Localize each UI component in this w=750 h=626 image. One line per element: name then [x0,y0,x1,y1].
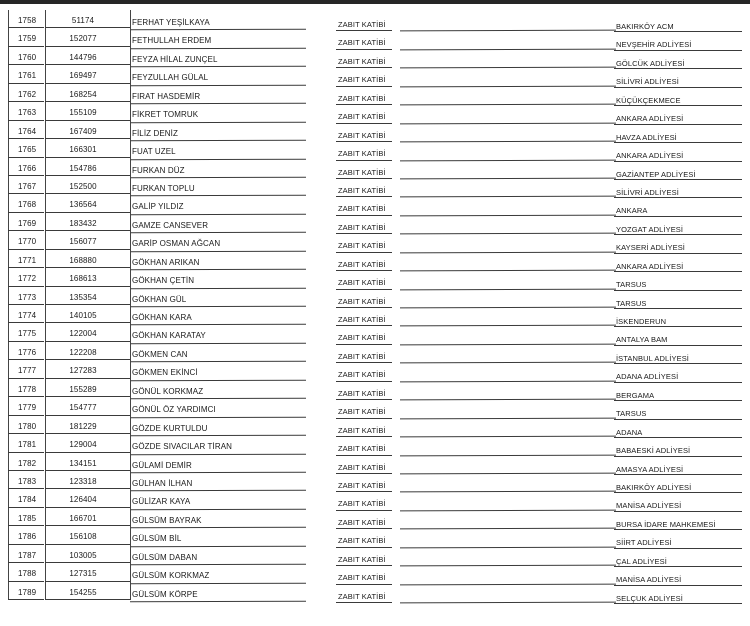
job-title: ZABIT KATİBİ [338,259,386,269]
job-title: ZABIT KATİBİ [338,222,386,232]
assigned-court: ANKARA ADLİYESİ [616,151,684,161]
person-name: GÖNÜL KORKMAZ [132,386,204,396]
column-divider [130,213,131,231]
registry-number: 166701 [69,513,97,523]
column-divider [130,194,131,212]
column-divider [45,379,46,397]
row-number: 1772 [18,274,37,284]
assigned-court: AMASYA ADLİYESİ [616,464,684,474]
column-divider [130,268,131,286]
row-number: 1762 [18,89,37,99]
column-divider [45,323,46,341]
job-title: ZABIT KATİBİ [338,75,386,85]
row-number: 1764 [18,126,37,136]
person-name: GÖKMEN CAN [132,349,188,359]
job-title: ZABIT KATİBİ [338,480,386,490]
column-divider [130,526,131,544]
column-divider [8,379,9,397]
row-number: 1786 [18,532,37,542]
column-divider [130,102,131,120]
person-name: FURKAN DÜZ [132,165,185,175]
column-divider [8,10,9,28]
column-divider [130,287,131,305]
column-divider [130,545,131,563]
assigned-court: İSTANBUL ADLİYESİ [616,353,689,363]
registry-number: 127315 [69,569,97,579]
person-name: GALİP YILDIZ [132,202,184,212]
column-divider [8,453,9,471]
column-divider [130,47,131,65]
assigned-court: SİLİVRİ ADLİYESİ [616,77,679,87]
column-divider [130,250,131,268]
column-divider [45,545,46,563]
job-title: ZABIT KATİBİ [338,351,386,361]
person-name: GÜLSÜM BAYRAK [132,515,202,525]
registry-number: 155289 [69,384,97,394]
column-divider [130,379,131,397]
person-name: FURKAN TOPLU [132,183,195,193]
person-name: GÖKHAN GÜL [132,294,187,304]
table-row [8,434,742,456]
table-row [8,47,742,68]
assigned-court: BERGAMA [616,390,655,400]
assigned-court: GAZİANTEP ADLİYESİ [616,169,696,179]
row-number: 1776 [18,347,37,357]
column-divider [130,28,131,46]
job-title: ZABIT KATİBİ [338,38,386,48]
table-row [8,453,742,474]
table-row [8,194,742,216]
person-name: GÜLAMİ DEMİR [132,460,192,470]
job-title: ZABIT KATİBİ [338,149,386,159]
table-row [8,360,742,382]
column-divider [130,342,131,360]
person-name: GARİP OSMAN AĞCAN [132,239,221,249]
job-title: ZABIT KATİBİ [338,93,386,103]
person-name: GÖZDE KURTULDU [132,423,208,433]
column-divider [45,305,46,323]
column-divider [8,102,9,120]
column-divider [45,360,46,378]
column-divider [8,545,9,563]
job-title: ZABIT KATİBİ [338,388,386,398]
assigned-court: BURSA İDARE MAHKEMESİ [616,519,716,529]
job-title: ZABIT KATİBİ [338,296,386,306]
registry-number: 183432 [69,218,97,228]
registry-number: 168254 [69,89,97,99]
table-row [8,28,742,50]
assigned-court: ANKARA ADLİYESİ [616,261,684,271]
row-number: 1783 [18,476,37,486]
person-name: GÜLHAN İLHAN [132,478,193,488]
table-row [8,121,742,142]
table-row [8,323,742,345]
registry-number: 135354 [69,292,97,302]
job-title: ZABIT KATİBİ [338,112,386,122]
table-row [8,268,742,290]
top-border [0,0,750,4]
person-name: GÜLİZAR KAYA [132,497,191,507]
column-divider [130,416,131,434]
column-divider [130,231,131,249]
person-name: GÖKMEN EKİNCİ [132,368,198,378]
column-divider [8,471,9,489]
assigned-court: BAKIRKÖY ACM [616,22,674,31]
row-number: 1765 [18,145,37,155]
column-divider [130,323,131,341]
person-name: GÖKHAN KARATAY [132,331,206,341]
row-number: 1778 [18,384,37,394]
table-row [8,582,742,603]
registry-number: 155109 [69,108,97,118]
row-number: 1779 [18,403,37,413]
row-number: 1770 [18,237,37,247]
person-name: FEYZA HİLAL ZUNÇEL [132,54,218,64]
person-name: FIRAT HASDEMİR [132,91,201,101]
registry-number: 122208 [69,347,97,357]
column-divider [45,102,46,120]
column-divider [8,416,9,434]
assigned-court: ANKARA [616,206,648,216]
column-divider [130,65,131,83]
assigned-court: İSKENDERUN [616,317,667,326]
person-name: GÜLSÜM DABAN [132,552,198,562]
registry-number: 126404 [69,495,97,505]
row-rule [8,599,44,600]
registry-number: 168880 [69,255,97,265]
table-row [8,545,742,566]
job-title: ZABIT KATİBİ [338,370,386,380]
column-divider [45,139,46,157]
person-name: FETHULLAH ERDEM [132,36,212,46]
column-divider [8,582,9,600]
column-divider [8,268,9,286]
column-divider [45,563,46,581]
job-title: ZABIT KATİBİ [338,554,386,564]
row-number: 1763 [18,108,37,118]
table-row [8,489,742,511]
row-number: 1769 [18,218,37,228]
assigned-court: TARSUS [616,280,647,290]
job-title: ZABIT KATİBİ [338,315,386,324]
column-divider [8,28,9,46]
row-rule [336,602,392,603]
table-row [8,379,742,400]
row-rule [130,601,306,602]
column-divider [45,397,46,415]
column-divider [130,121,131,139]
column-divider [130,508,131,526]
person-name: GÖKHAN ÇETİN [132,276,195,286]
column-divider [130,397,131,415]
person-name: FERHAT YEŞİLKAYA [132,18,210,27]
row-number: 1780 [18,421,37,431]
row-number: 1789 [18,587,37,597]
column-divider [130,471,131,489]
person-name: FİKRET TOMRUK [132,110,199,120]
column-divider [130,360,131,378]
registry-number: 136564 [69,200,97,210]
assigned-court: MANİSA ADLİYESİ [616,575,682,585]
row-number: 1771 [18,255,37,265]
row-number: 1777 [18,366,37,376]
person-name: GÖKHAN ARIKAN [132,257,200,267]
row-rule [45,599,130,600]
column-divider [130,582,131,600]
job-title: ZABIT KATİBİ [338,499,386,509]
column-divider [45,158,46,176]
table-row [8,176,742,197]
person-name: GAMZE CANSEVER [132,220,209,230]
assigned-court: HAVZA ADLİYESİ [616,132,677,142]
assigned-court: MANİSA ADLİYESİ [616,501,682,511]
table-row [8,250,742,271]
registry-number: 103005 [69,550,97,560]
column-divider [8,342,9,360]
table-row [8,563,742,585]
table-row [8,84,742,105]
column-divider [45,453,46,471]
job-title: ZABIT KATİBİ [338,536,386,546]
column-divider [130,10,131,28]
person-name: GÜLSÜM KORKMAZ [132,571,210,581]
table-row [8,471,742,492]
column-divider [130,305,131,323]
registry-number: 152077 [69,34,97,44]
column-divider [8,563,9,581]
table-row [8,416,742,437]
job-title: ZABIT KATİBİ [338,20,386,29]
registry-number: 156108 [69,532,97,542]
column-divider [130,563,131,581]
column-divider [45,582,46,600]
registry-number: 181229 [69,421,97,431]
job-title: ZABIT KATİBİ [338,407,386,417]
assigned-court: NEVŞEHİR ADLİYESİ [616,40,692,50]
assigned-court: KÜÇÜKÇEKMECE [616,95,681,105]
table-row [8,213,742,234]
assigned-court: ANKARA ADLİYESİ [616,114,684,124]
assigned-court: SİLİVRİ ADLİYESİ [616,187,679,197]
column-divider [130,489,131,507]
column-divider [8,139,9,157]
registry-number: 168613 [69,274,97,284]
column-divider [130,139,131,157]
column-divider [45,121,46,139]
column-divider [8,526,9,544]
column-divider [45,231,46,249]
table-row [8,287,742,308]
column-divider [8,489,9,507]
registry-number: 154777 [69,403,97,413]
column-divider [45,10,46,28]
table-row [8,139,742,161]
assigned-court: ÇAL ADLİYESİ [616,556,667,566]
person-name: GÜLSÜM KÖRPE [132,589,198,599]
column-divider [8,194,9,212]
job-title: ZABIT KATİBİ [338,185,386,195]
column-divider [45,526,46,544]
row-number: 1785 [18,513,37,523]
person-name: FEYZULLAH GÜLAL [132,73,209,83]
assigned-court: ANTALYA BAM [616,335,668,345]
job-title: ZABIT KATİBİ [338,517,386,527]
assigned-court: TARSUS [616,409,647,419]
column-divider [45,508,46,526]
person-name: FİLİZ DENİZ [132,128,178,138]
registry-number: 169497 [69,71,97,81]
job-title: ZABIT KATİBİ [338,241,386,251]
column-divider [45,342,46,360]
table-row [8,305,742,326]
column-divider [8,176,9,194]
table-row [8,397,742,419]
column-divider [45,65,46,83]
column-divider [45,471,46,489]
table-row [8,65,742,87]
row-rule [614,603,742,604]
column-divider [8,305,9,323]
job-title: ZABIT KATİBİ [338,204,386,214]
column-divider [130,158,131,176]
column-divider [130,176,131,194]
row-number: 1760 [18,52,37,62]
column-divider [8,65,9,83]
table-row [8,231,742,253]
column-divider [8,84,9,102]
registry-number: 127283 [69,366,97,376]
column-divider [8,250,9,268]
column-divider [8,231,9,249]
registry-number: 140105 [69,311,97,320]
column-divider [45,213,46,231]
column-divider [8,397,9,415]
column-divider [45,434,46,452]
table-row [8,526,742,548]
table-row [8,508,742,529]
registry-number: 166301 [69,145,97,155]
assigned-court: YOZGAT ADLİYESİ [616,224,684,234]
job-title: ZABIT KATİBİ [338,333,386,343]
job-title: ZABIT KATİBİ [338,278,386,288]
column-divider [8,287,9,305]
column-divider [8,508,9,526]
row-number: 1781 [18,440,37,450]
job-title: ZABIT KATİBİ [338,573,386,583]
person-name: GÖKHAN KARA [132,313,192,322]
table-row [8,10,742,31]
registry-number: 129004 [69,440,97,450]
table-row [8,342,742,363]
registry-number: 144796 [69,52,97,62]
assigned-court: ADANA ADLİYESİ [616,372,679,382]
column-divider [8,121,9,139]
job-title: ZABIT KATİBİ [338,462,386,472]
registry-number: 154786 [69,163,97,173]
column-divider [8,434,9,452]
table-row [8,158,742,179]
job-title: ZABIT KATİBİ [338,130,386,140]
assigned-court: BABAESKİ ADLİYESİ [616,446,691,456]
column-divider [45,194,46,212]
column-divider [8,360,9,378]
job-title: ZABIT KATİBİ [338,444,386,454]
column-divider [8,158,9,176]
column-divider [130,434,131,452]
person-name: GÖNÜL ÖZ YARDIMCI [132,405,216,415]
personnel-table [8,10,742,603]
row-number: 1788 [18,569,37,579]
column-divider [45,489,46,507]
registry-number: 134151 [69,458,97,468]
job-title: ZABIT KATİBİ [338,56,386,66]
assigned-court: TARSUS [616,298,647,308]
person-name: FUAT UZEL [132,147,176,157]
assigned-court: SELÇUK ADLİYESİ [616,593,683,603]
registry-number: 156077 [69,237,97,247]
column-divider [45,84,46,102]
person-name: GÜLSÜM BİL [132,534,182,544]
row-number: 1782 [18,458,37,468]
job-title: ZABIT KATİBİ [338,425,386,435]
row-number: 1774 [18,311,37,320]
row-number: 1787 [18,550,37,560]
registry-number: 51174 [71,16,95,25]
column-divider [130,453,131,471]
column-divider [45,287,46,305]
column-divider [45,416,46,434]
column-divider [45,47,46,65]
row-number: 1766 [18,163,37,173]
assigned-court: ADANA [616,427,643,437]
column-divider [8,323,9,341]
assigned-court: BAKIRKÖY ADLİYESİ [616,482,692,492]
registry-number: 167409 [69,126,97,136]
job-title: ZABIT KATİBİ [338,591,386,601]
assigned-court: GÖLCÜK ADLİYESİ [616,58,685,68]
assigned-court: KAYSERİ ADLİYESİ [616,243,685,253]
column-divider [45,28,46,46]
person-name: GÖZDE SIVACILAR TİRAN [132,442,233,452]
column-divider [45,176,46,194]
row-number: 1784 [18,495,37,505]
job-title: ZABIT KATİBİ [338,167,386,177]
table-row [8,102,742,124]
registry-number: 152500 [69,181,97,191]
row-number: 1768 [18,200,37,210]
registry-number: 122004 [69,329,97,339]
column-divider [8,213,9,231]
column-divider [45,268,46,286]
registry-number: 123318 [69,476,97,486]
row-number: 1759 [18,34,37,44]
row-rule [400,602,616,604]
column-divider [45,250,46,268]
row-number: 1758 [18,16,37,25]
row-number: 1761 [18,71,37,81]
row-number: 1773 [18,292,37,302]
row-number: 1775 [18,329,37,339]
column-divider [130,84,131,102]
row-number: 1767 [18,181,37,191]
registry-number: 154255 [69,587,97,597]
column-divider [8,47,9,65]
assigned-court: SİİRT ADLİYESİ [616,538,672,548]
